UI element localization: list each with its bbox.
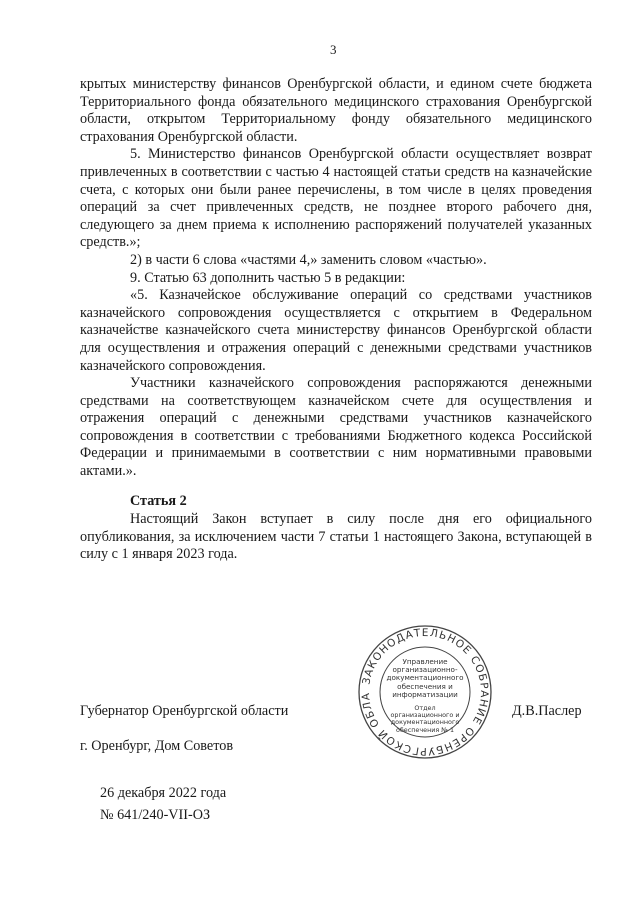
- seal-ring-text: ЗАКОНОДАТЕЛЬНОЕ СОБРАНИЕ ОРЕНБУРГСКОЙ ОБЛА: [359, 626, 491, 758]
- paragraph: 2) в части 6 слова «частями 4,» заменить словом «частью».: [130, 251, 487, 268]
- seal-inner-top: Управление организационно-документационного обеспечения и информатизации: [386, 657, 464, 699]
- signing-place: г. Оренбург, Дом Советов: [80, 738, 234, 754]
- article-text: [80, 511, 592, 564]
- paragraph: 9. Статью 63 дополнить частью 5 в редакции:: [130, 269, 406, 286]
- article-heading: Статья 2: [130, 493, 187, 509]
- page-number: 3: [330, 42, 337, 57]
- signing-date: 26 декабря 2022 года: [100, 785, 227, 801]
- document-body: [80, 76, 592, 481]
- paragraph: Настоящий Закон вступает в силу после дня его официального опубликования, за исключением части 7 статьи 1 настоящего Закона, вступающей в силу с 1 января 2023 года.: [80, 511, 592, 563]
- signatory-name: Д.В.Паслер: [512, 703, 582, 719]
- paragraph: «5. Казначейское обслуживание операций со средствами участников казначейского сопровождения осуществляется с открытием в Федеральном казначействе казначейского счета министерству финансов Оренбургской области для осуществления и отражения операций с денежными средствами участников казначейского сопровождения.: [80, 287, 592, 374]
- paragraph: 5. Министерство финансов Оренбургской области осуществляет возврат привлеченных в соответствии с частью 4 настоящей статьи средств на казначейские счета, с которых они были ранее перечислены, в том числе в целях проведения операций за счет привлеченных средств, не позднее второго рабочего дня, следующего за днем приема к исполнению распоряжений получателей указанных средств.»;: [80, 146, 592, 251]
- date-block: [100, 782, 226, 826]
- signatory-title: Губернатор Оренбургской области: [80, 703, 289, 719]
- official-seal: [355, 622, 495, 762]
- law-number: № 641/240-VII-ОЗ: [100, 807, 211, 823]
- seal-inner-bottom: Отдел организационного и документационного обеспечения № 1: [390, 704, 460, 734]
- paragraph: крытых министерству финансов Оренбургской области, и едином счете бюджета Территориального фонда обязательного медицинского страхования Оренбургской области, открытом Территориальному фонду обязательного медицинского страхования Оренбургской области.: [80, 76, 592, 145]
- paragraph: Участники казначейского сопровождения распоряжаются денежными средствами на соответствующем казначейском счете для осуществления и отражения операций с денежными средствами участников казначейского сопровождения в соответствии с требованиями Бюджетного кодекса Российской Федерации и принимаемыми в соответствии с ним нормативными правовыми актами.».: [80, 375, 592, 480]
